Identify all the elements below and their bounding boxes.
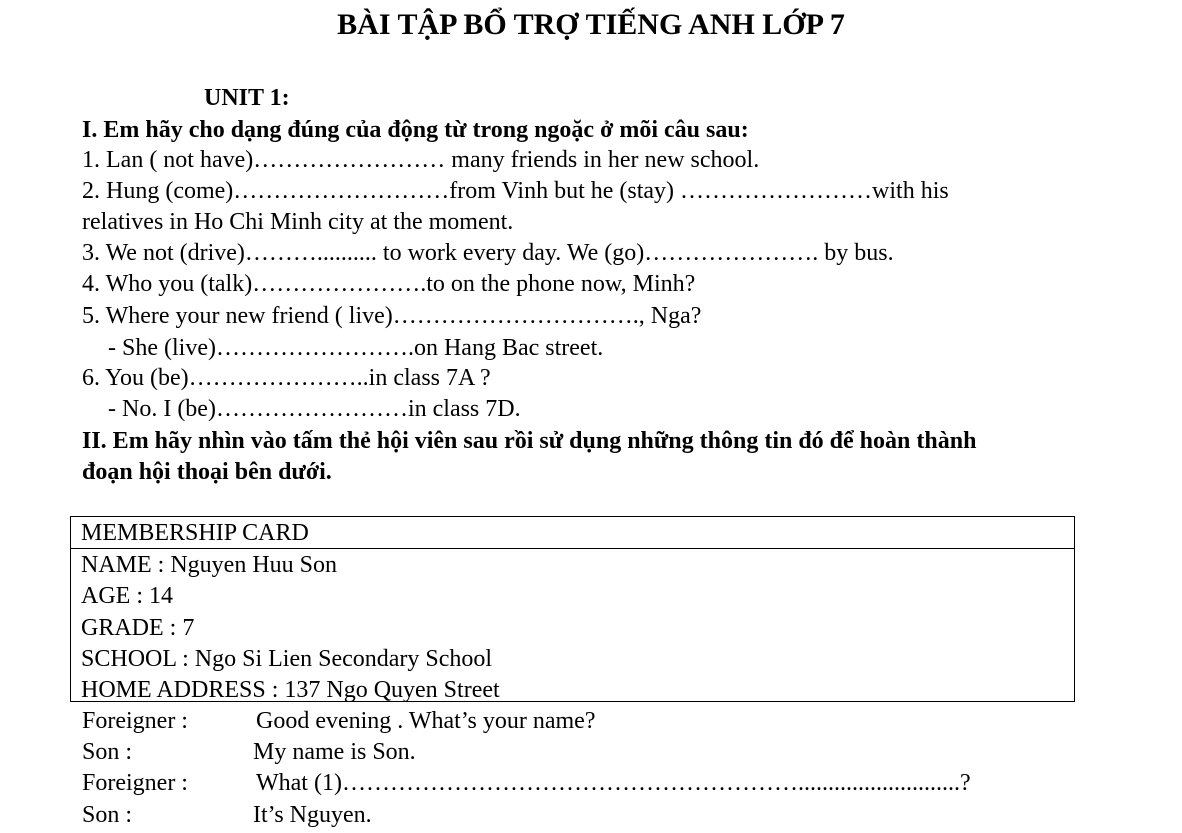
exercise-line: 4. Who you (talk)………………….to on the phone now, Minh?	[82, 271, 696, 297]
dialogue-speaker: Son :	[82, 802, 133, 828]
dialogue-speaker: Foreigner :	[82, 770, 188, 796]
unit-heading: UNIT 1:	[204, 85, 290, 111]
exercise-line: 3. We not (drive)……….......... to work every day. We (go)…………………. by bus.	[82, 240, 894, 266]
section-1-heading: I. Em hãy cho dạng đúng của động từ trong ngoặc ở mõi câu sau:	[82, 117, 749, 143]
exercise-line: 1. Lan ( not have)…………………… many friends in her new school.	[82, 147, 760, 173]
card-field-address: HOME ADDRESS : 137 Ngo Quyen Street	[81, 677, 500, 703]
dialogue-utterance: It’s Nguyen.	[253, 802, 372, 828]
membership-card	[70, 516, 1075, 702]
section-2-heading: II. Em hãy nhìn vào tấm thẻ hội viên sau rồi sử dụng những thông tin đó để hoàn thành	[82, 428, 977, 454]
card-field-school: SCHOOL : Ngo Si Lien Secondary School	[81, 646, 493, 672]
dialogue-speaker: Foreigner :	[82, 708, 188, 734]
dialogue-utterance: What (1)…………………………………………………...........................?	[256, 770, 971, 796]
card-field-age: AGE : 14	[81, 583, 173, 609]
page-title: BÀI TẬP BỔ TRỢ TIẾNG ANH LỚP 7	[337, 8, 845, 41]
exercise-line: - No. I (be)……………………in class 7D.	[108, 396, 521, 422]
card-field-grade: GRADE : 7	[81, 615, 195, 641]
dialogue-utterance: Good evening . What’s your name?	[256, 708, 596, 734]
exercise-line: 6. You (be)…………………..in class 7A ?	[82, 365, 491, 391]
exercise-line: - She (live)…………………….on Hang Bac street.	[108, 335, 604, 361]
section-2-heading-cont: đoạn hội thoại bên dưới.	[82, 459, 332, 485]
card-field-name: NAME : Nguyen Huu Son	[81, 552, 337, 578]
exercise-line: 5. Where your new friend ( live)…………………………., Nga?	[82, 303, 702, 329]
dialogue-speaker: Son :	[82, 739, 133, 765]
card-divider	[71, 548, 1074, 549]
exercise-line: relatives in Ho Chi Minh city at the moment.	[82, 209, 514, 235]
exercise-line: 2. Hung (come)………………………from Vinh but he (stay) ……………………with his	[82, 178, 949, 204]
card-header: MEMBERSHIP CARD	[81, 520, 309, 546]
dialogue-utterance: My name is Son.	[253, 739, 416, 765]
